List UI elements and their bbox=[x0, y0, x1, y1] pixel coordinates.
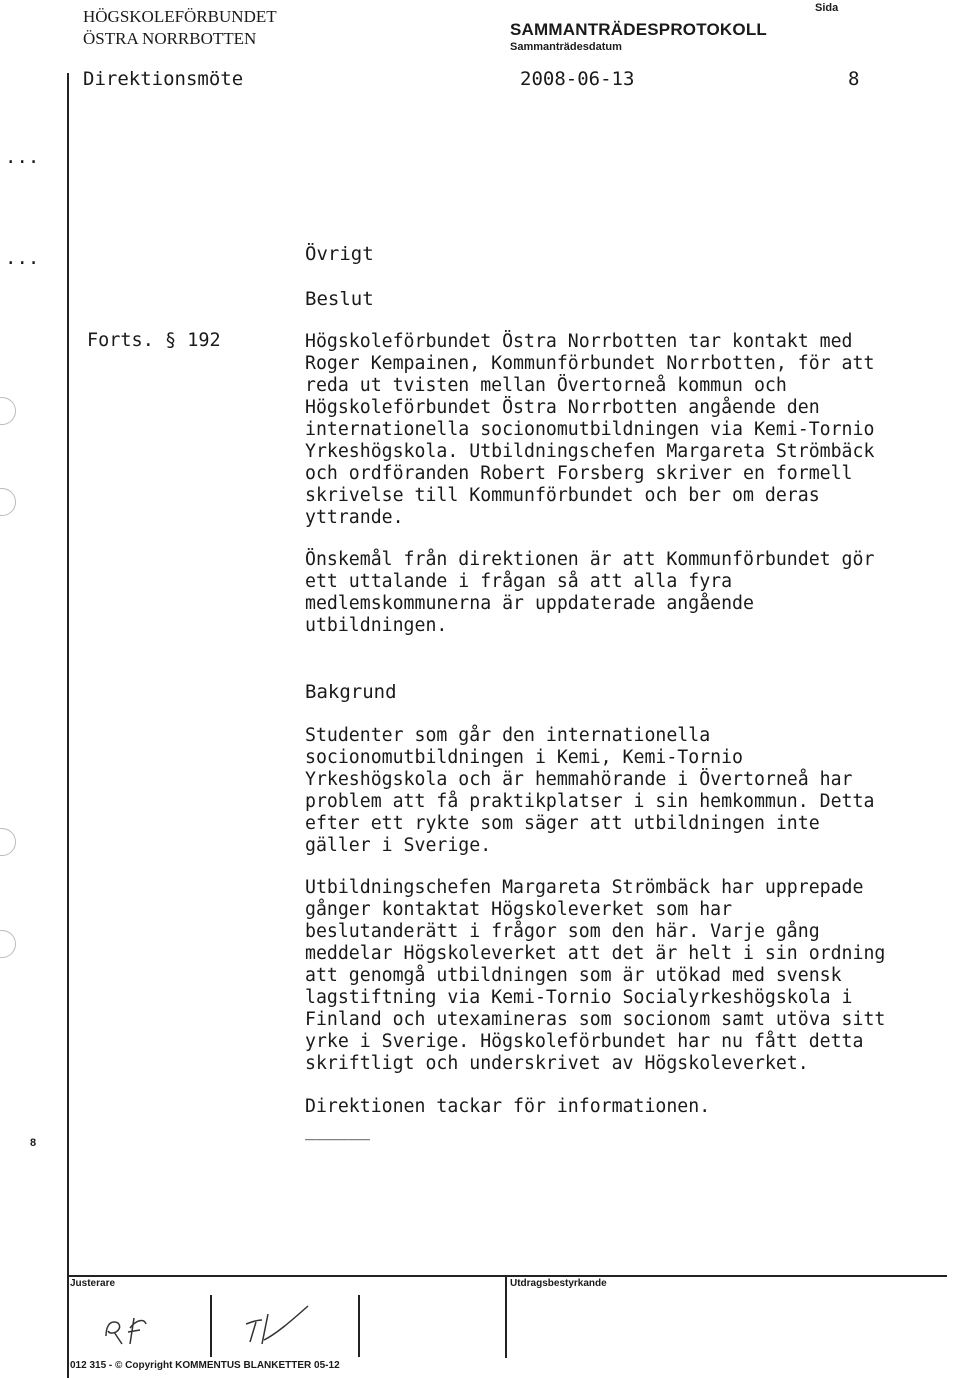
utdrag-label: Utdragsbestyrkande bbox=[510, 1278, 607, 1289]
signature-initials-2 bbox=[240, 1300, 320, 1350]
hole-punch bbox=[0, 397, 16, 425]
meeting-date: 2008-06-13 bbox=[520, 68, 635, 90]
decision-paragraph: Önskemål från direktionen är att Kommunförbundet gör ett uttalande i frågan så att alla fyra medlemskommunerna är uppdaterade angående utbildningen. bbox=[305, 549, 875, 636]
org-name-line1: HÖGSKOLEFÖRBUNDET bbox=[83, 7, 277, 26]
left-margin-rule bbox=[67, 73, 69, 1378]
end-rule: ______ bbox=[305, 1120, 371, 1141]
justerare-label: Justerare bbox=[70, 1278, 116, 1289]
section-reference: Forts. § 192 bbox=[87, 330, 221, 351]
decision-heading: Beslut bbox=[305, 288, 374, 310]
closing-statement: Direktionen tackar för informationen. bbox=[305, 1096, 711, 1117]
background-paragraph: Utbildningschefen Margareta Strömbäck har upprepade gånger kontaktat Högskoleverket som har beslutanderätt i frågor som den här. Varje gång meddelar Högskoleverket att det är helt i sin ordning att genomgå utbildningen som är utökad med svensk lagstiftning via Kemi-Tornio Socialyrkeshögskola i Finland och utexamineras som socionom samt utöva sitt yrke i Sverige. Högskoleförbundet har nu fått detta skriftligt och underskrivet av Högskoleverket. bbox=[305, 877, 886, 1074]
signature-initials-1 bbox=[100, 1310, 160, 1350]
meeting-name: Direktionsmöte bbox=[83, 68, 244, 90]
copyright-notice: 012 315 - © Copyright KOMMENTUS BLANKETTER 05-12 bbox=[70, 1360, 340, 1371]
section-title: Övrigt bbox=[305, 243, 374, 265]
date-label: Sammanträdesdatum bbox=[510, 41, 622, 53]
margin-ellipsis: ... bbox=[5, 146, 40, 168]
hole-punch bbox=[0, 930, 16, 958]
decision-paragraph: Högskoleförbundet Östra Norrbotten tar kontakt med Roger Kempainen, Kommunförbundet Norrbotten, för att reda ut tvisten mellan Övertorneå kommun och Högskoleförbundet Östra Norrbotten angående den internationella socionomutbildningen via Kemi-Tornio Yrkeshögskola. Utbildningschefen Margareta Strömbäck och ordföranden Robert Forsberg skriver en formell skrivelse till Kommunförbundet och ber om deras yttrande. bbox=[305, 331, 875, 528]
page-marker: 8 bbox=[30, 1137, 37, 1149]
protocol-title: SAMMANTRÄDESPROTOKOLL bbox=[510, 20, 767, 39]
background-paragraph: Studenter som går den internationella socionomutbildningen i Kemi, Kemi-Tornio Yrkeshögskola och är hemmahörande i Övertorneå har problem att få praktikplatser i sin hemkommun. Detta efter ett rykte som säger att utbildningen inte gäller i Sverige. bbox=[305, 725, 875, 856]
signature-divider bbox=[505, 1276, 507, 1358]
hole-punch bbox=[0, 828, 16, 856]
footer-rule bbox=[67, 1275, 947, 1277]
page-label: Sida bbox=[815, 2, 839, 14]
margin-ellipsis: ... bbox=[5, 247, 40, 269]
signature-divider bbox=[358, 1295, 360, 1357]
background-heading: Bakgrund bbox=[305, 681, 397, 703]
page-number: 8 bbox=[848, 68, 860, 90]
org-name-line2: ÖSTRA NORRBOTTEN bbox=[83, 29, 257, 48]
signature-divider bbox=[210, 1295, 212, 1357]
hole-punch bbox=[0, 488, 16, 516]
